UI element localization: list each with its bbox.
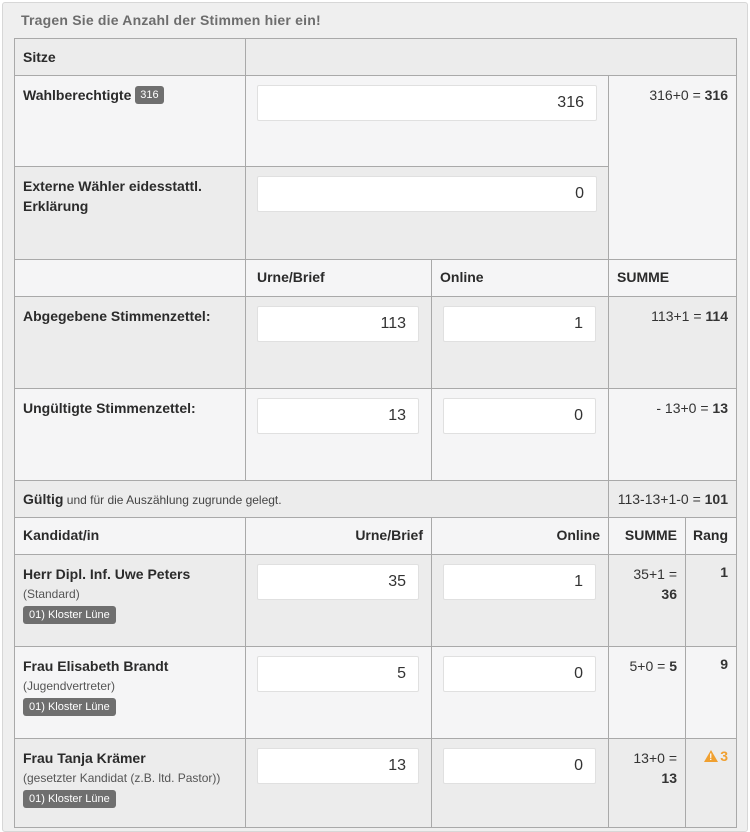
valid-label-cell xyxy=(14,480,609,518)
candidate-3-name: Frau Tanja Krämer xyxy=(23,750,146,766)
candidate-1-role: (Standard) xyxy=(23,587,80,601)
candidate-2-online-cell xyxy=(431,646,609,739)
header-cand-summe-cell xyxy=(608,517,686,555)
header-summe-cell xyxy=(608,259,737,297)
external-label-line2: Erklärung xyxy=(23,198,89,214)
cast-sum: 113+1 = 114 xyxy=(651,308,728,324)
cast-online-input[interactable] xyxy=(443,306,596,342)
invalid-online-input[interactable] xyxy=(443,398,596,434)
header-rang: Rang xyxy=(693,527,728,543)
candidate-3-role: (gesetzter Kandidat (z.B. ltd. Pastor)) xyxy=(23,771,221,785)
header-cand-online: Online xyxy=(556,527,600,543)
invalid-online-cell xyxy=(431,388,609,481)
candidate-1-sum-cell xyxy=(608,554,686,647)
invalid-sum: - 13+0 = 13 xyxy=(656,400,728,416)
candidate-2-urne-input[interactable] xyxy=(257,656,419,692)
header-cand-urne-cell xyxy=(245,517,432,555)
header-cand-online-cell xyxy=(431,517,609,555)
seats-label: Sitze xyxy=(23,49,56,65)
candidate-2-name-cell xyxy=(14,646,246,739)
candidate-3-rank-cell xyxy=(685,738,737,828)
candidate-2-name: Frau Elisabeth Brandt xyxy=(23,658,169,674)
candidate-1-rank-cell xyxy=(685,554,737,647)
cast-urne-input[interactable] xyxy=(257,306,419,342)
header-summe: SUMME xyxy=(617,269,670,285)
candidate-2-sum-cell xyxy=(608,646,686,739)
cast-label: Abgegebene Stimmenzettel: xyxy=(23,308,211,324)
candidate-2-rank-cell xyxy=(685,646,737,739)
header-cand-urne: Urne/Brief xyxy=(355,527,423,543)
candidate-3-tag: 01) Kloster Lüne xyxy=(23,790,116,808)
external-label-cell xyxy=(14,166,246,260)
external-label-line1: Externe Wähler eidesstattl. xyxy=(23,178,202,194)
candidate-1-name-cell xyxy=(14,554,246,647)
header-online: Online xyxy=(440,269,484,285)
candidate-3-sum: 13+0 = 13 xyxy=(633,750,677,786)
eligible-badge: 316 xyxy=(135,86,163,104)
candidate-1-urne-cell xyxy=(245,554,432,647)
eligible-sum: 316+0 = 316 xyxy=(649,87,728,103)
external-input[interactable] xyxy=(257,176,597,212)
header-cand-summe: SUMME xyxy=(624,527,677,543)
valid-sum-cell xyxy=(608,480,737,518)
candidate-1-online-input[interactable] xyxy=(443,564,596,600)
candidate-3-sum-cell xyxy=(608,738,686,828)
eligible-input-cell xyxy=(245,75,609,167)
candidate-1-urne-input[interactable] xyxy=(257,564,419,600)
candidate-3-rank: !3 xyxy=(704,748,728,764)
candidate-1-rank: 1 xyxy=(720,564,728,580)
header-rang-cell xyxy=(685,517,737,555)
candidate-2-rank: 9 xyxy=(720,656,728,672)
candidate-2-sum: 5+0 = 5 xyxy=(629,658,677,674)
panel-title: Tragen Sie die Anzahl der Stimmen hier ein! xyxy=(21,12,321,28)
candidate-2-tag: 01) Kloster Lüne xyxy=(23,698,116,716)
candidate-2-role: (Jugendvertreter) xyxy=(23,679,116,693)
eligible-label: Wahlberechtigte xyxy=(23,87,132,103)
candidate-2-urne-cell xyxy=(245,646,432,739)
candidate-1-tag: 01) Kloster Lüne xyxy=(23,606,116,624)
valid-note: und für die Auszählung zugrunde gelegt. xyxy=(63,493,282,507)
eligible-input[interactable] xyxy=(257,85,597,121)
candidate-2-online-input[interactable] xyxy=(443,656,596,692)
candidate-1-sum: 35+1 = 36 xyxy=(633,566,677,602)
invalid-label: Ungültigte Stimmenzettel: xyxy=(23,400,196,416)
external-input-cell xyxy=(245,166,609,260)
candidate-3-online-input[interactable] xyxy=(443,748,596,784)
candidate-3-urne-cell xyxy=(245,738,432,828)
header-online-cell xyxy=(431,259,609,297)
valid-sum: 113-13+1-0 = 101 xyxy=(617,491,728,507)
header-kandidat-cell xyxy=(14,517,246,555)
candidate-1-online-cell xyxy=(431,554,609,647)
seats-value-cell xyxy=(245,38,737,76)
eligible-sum-cell xyxy=(608,75,737,260)
header-kandidat: Kandidat/in xyxy=(23,527,100,543)
header-empty-cell xyxy=(14,259,246,297)
header-urne: Urne/Brief xyxy=(257,269,325,285)
candidate-3-online-cell xyxy=(431,738,609,828)
candidate-3-name-cell xyxy=(14,738,246,828)
header-urne-cell xyxy=(245,259,432,297)
cast-label-cell xyxy=(14,296,246,389)
invalid-urne-input[interactable] xyxy=(257,398,419,434)
eligible-label-cell xyxy=(14,75,246,167)
invalid-urne-cell xyxy=(245,388,432,481)
invalid-label-cell xyxy=(14,388,246,481)
cast-sum-cell xyxy=(608,296,737,389)
cast-urne-cell xyxy=(245,296,432,389)
cast-online-cell xyxy=(431,296,609,389)
valid-label: Gültig xyxy=(23,491,64,507)
invalid-sum-cell xyxy=(608,388,737,481)
candidate-3-urne-input[interactable] xyxy=(257,748,419,784)
seats-label-cell xyxy=(14,38,246,76)
candidate-1-name: Herr Dipl. Inf. Uwe Peters xyxy=(23,566,191,582)
warning-triangle-icon xyxy=(704,750,718,762)
